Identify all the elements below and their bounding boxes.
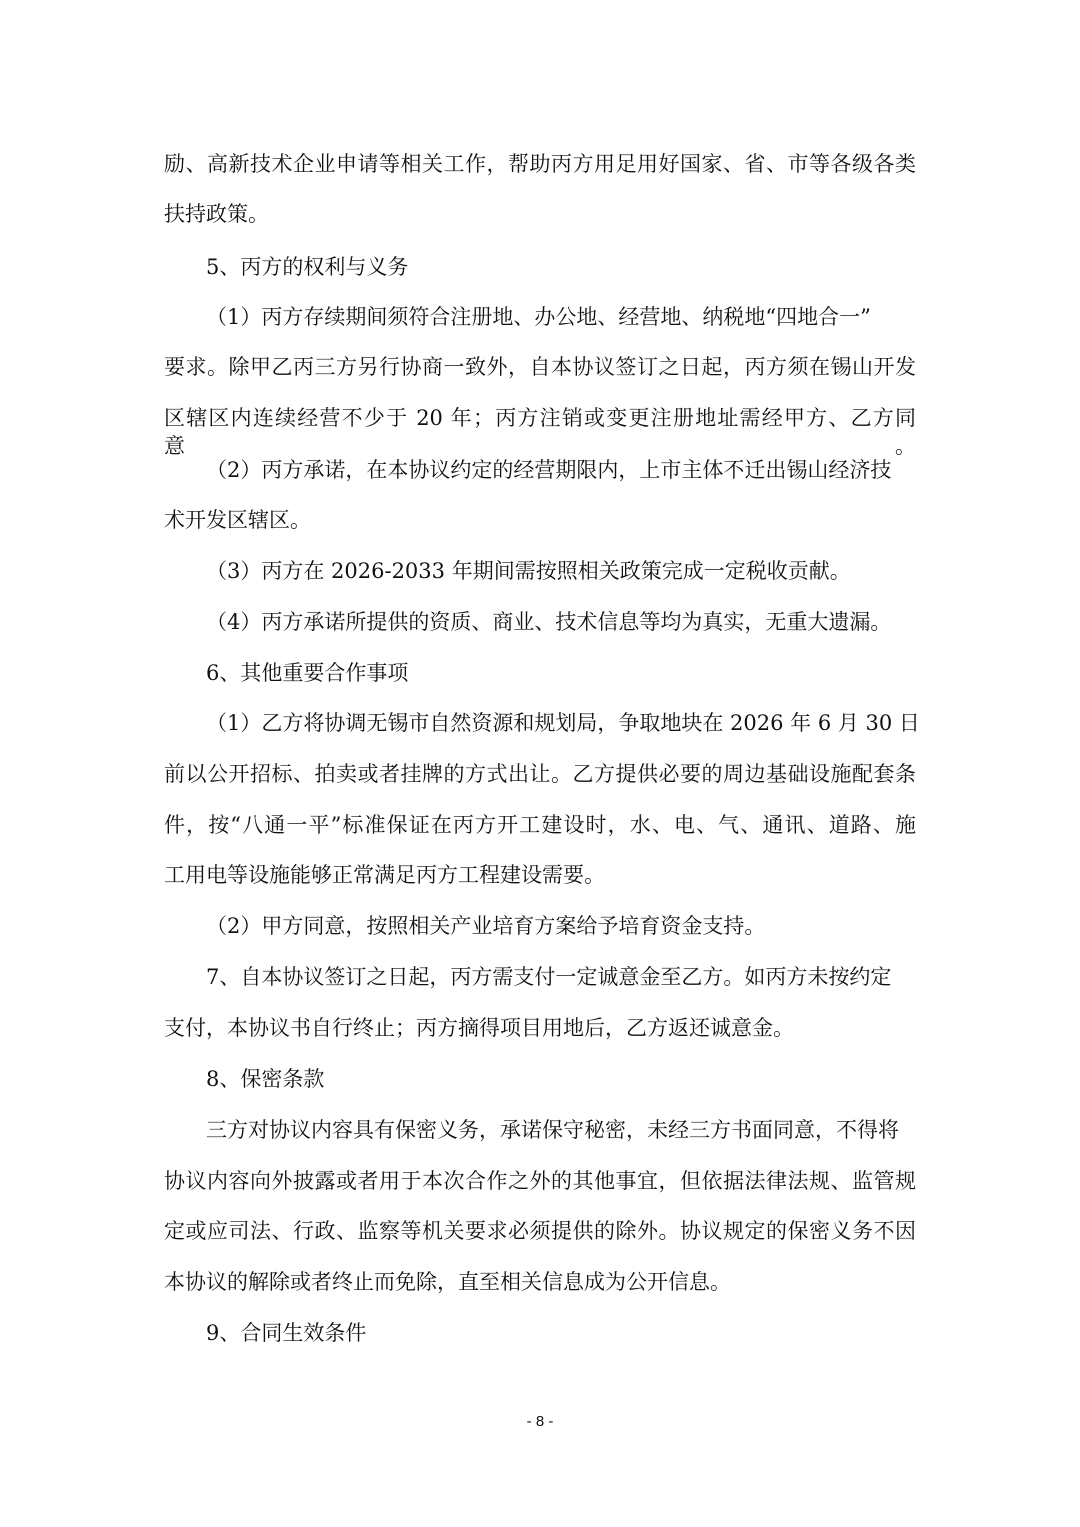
section-heading-5: 5、丙方的权利与义务 <box>206 255 409 279</box>
body-line: （3）丙方在 2026-2033 年期间需按照相关政策完成一定税收贡献。 <box>206 559 851 583</box>
body-line: （1）丙方存续期间须符合注册地、办公地、经营地、纳税地“四地合一” <box>206 305 871 329</box>
body-line: （2）甲方同意，按照相关产业培育方案给予培育资金支持。 <box>206 914 766 938</box>
body-line: 件，按“八通一平”标准保证在丙方开工建设时，水、电、气、通讯、道路、施 <box>164 813 916 837</box>
body-line: （2）丙方承诺，在本协议约定的经营期限内，上市主体不迁出锡山经济技 <box>206 458 892 482</box>
section-heading-6: 6、其他重要合作事项 <box>206 661 409 685</box>
body-line: 前以公开招标、拍卖或者挂牌的方式出让。乙方提供必要的周边基础设施配套条 <box>164 762 916 786</box>
section-heading-8: 8、保密条款 <box>206 1067 325 1091</box>
body-line: （4）丙方承诺所提供的资质、商业、技术信息等均为真实，无重大遗漏。 <box>206 610 892 634</box>
body-line: 定或应司法、行政、监察等机关要求必须提供的除外。协议规定的保密义务不因 <box>164 1219 916 1243</box>
body-line: 三方对协议内容具有保密义务，承诺保守秘密，未经三方书面同意，不得将 <box>206 1118 899 1142</box>
body-line: 扶持政策。 <box>164 202 269 226</box>
body-line: 7、自本协议签订之日起，丙方需支付一定诚意金至乙方。如丙方未按约定 <box>206 965 892 989</box>
body-line: 支付，本协议书自行终止；丙方摘得项目用地后，乙方返还诚意金。 <box>164 1016 794 1040</box>
body-line: 工用电等设施能够正常满足丙方工程建设需要。 <box>164 863 605 887</box>
body-line: 要求。除甲乙丙三方另行协商一致外，自本协议签订之日起，丙方须在锡山开发 <box>164 355 916 379</box>
body-line: 区辖区内连续经营不少于 20 年；丙方注销或变更注册地址需经甲方、乙方同意。 <box>164 406 916 458</box>
body-line: （1）乙方将协调无锡市自然资源和规划局，争取地块在 2026 年 6 月 30 日 <box>206 711 920 735</box>
section-heading-9: 9、合同生效条件 <box>206 1321 367 1345</box>
body-line: 励、高新技术企业申请等相关工作，帮助丙方用足用好国家、省、市等各级各类 <box>164 152 916 176</box>
body-line: 本协议的解除或者终止而免除，直至相关信息成为公开信息。 <box>164 1270 731 1294</box>
page-number: - 8 - <box>526 1413 554 1430</box>
body-line: 协议内容向外披露或者用于本次合作之外的其他事宜，但依据法律法规、监管规 <box>164 1169 916 1193</box>
body-line: 术开发区辖区。 <box>164 508 311 532</box>
